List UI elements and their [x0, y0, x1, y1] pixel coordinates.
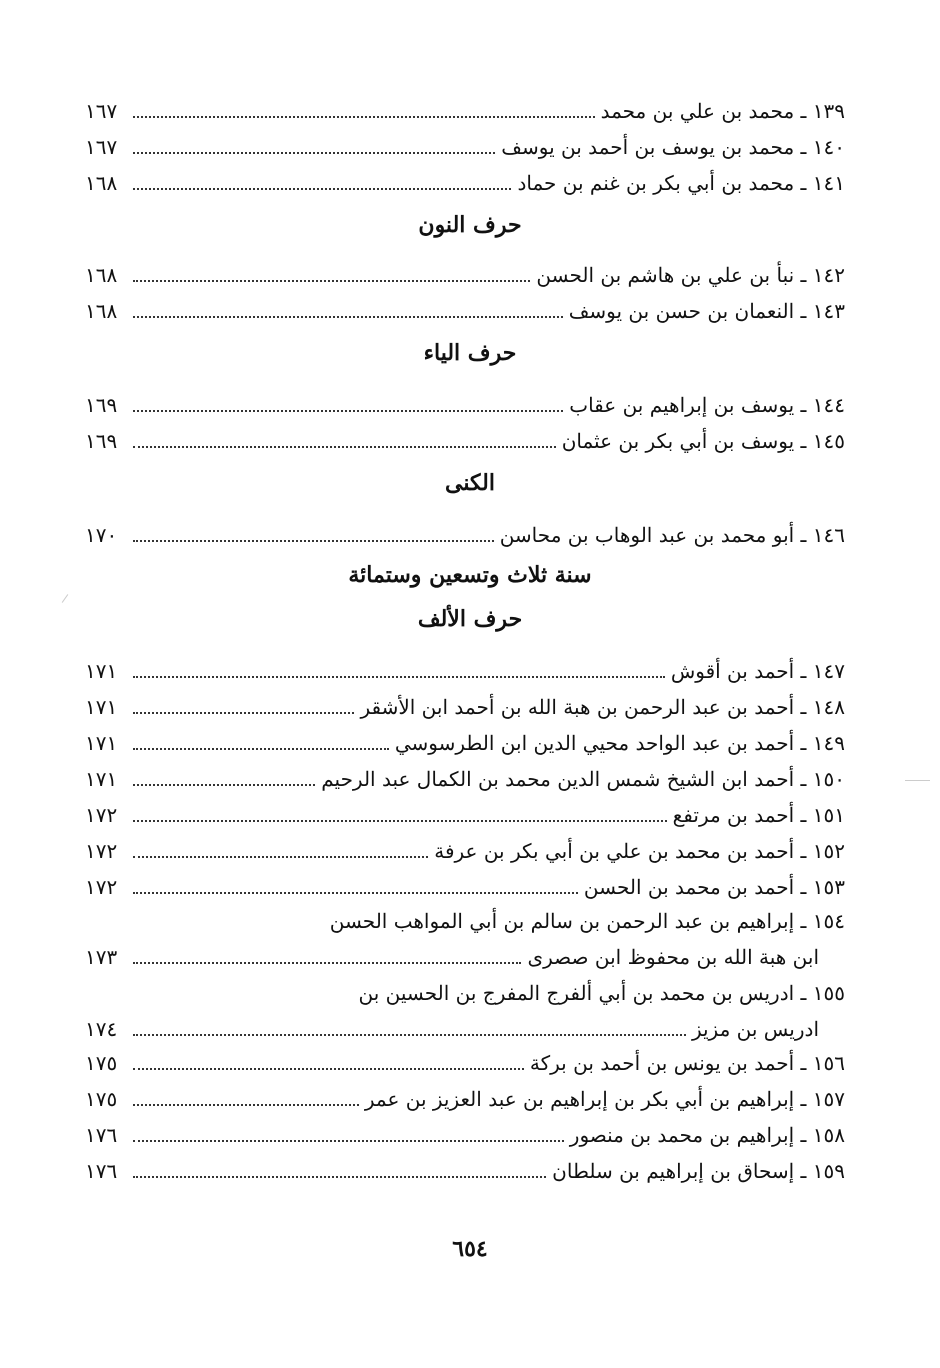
toc-entry	[85, 726, 845, 760]
entry-title: ١٤٦ ـ أبو محمد بن عبد الوهاب بن محاسن	[499, 523, 845, 547]
entry-title: ١٤٣ ـ النعمان بن حسن بن يوسف	[568, 299, 845, 323]
entry-page-number: ١٦٨	[85, 171, 118, 195]
toc-entry	[85, 1046, 845, 1080]
scan-speck	[62, 594, 69, 603]
dot-leader	[133, 446, 556, 448]
toc-entry-continuation	[85, 940, 845, 974]
entry-page-number: ١٧١	[85, 767, 118, 791]
dot-leader	[133, 676, 665, 678]
section-heading: سنة ثلاث وتسعين وستمائة	[348, 562, 592, 588]
entry-page-number: ١٦٨	[85, 299, 118, 323]
dot-leader	[133, 280, 530, 282]
entry-page-number: ١٧٥	[85, 1051, 118, 1075]
entry-page-number: ١٧١	[85, 731, 118, 755]
entry-title: ١٥٠ ـ أحمد ابن الشيخ شمس الدين محمد بن الكمال عبد الرحيم	[321, 767, 845, 791]
entry-title: ١٤٨ ـ أحمد بن عبد الرحمن بن هبة الله بن أحمد ابن الأشقر	[360, 695, 845, 719]
dot-leader	[133, 1104, 359, 1106]
toc-entry	[85, 654, 845, 688]
entry-title: ابن هبة الله بن محفوظ ابن صصرى	[527, 945, 819, 969]
entry-page-number: ١٧٥	[85, 1087, 118, 1111]
entry-page-number: ١٧٤	[85, 1017, 118, 1041]
dot-leader	[133, 1034, 686, 1036]
entry-title: ١٥٧ ـ إبراهيم بن أبي بكر بن إبراهيم بن عبد العزيز بن عمر	[364, 1087, 845, 1111]
toc-entry	[85, 294, 845, 328]
dot-leader	[133, 1068, 524, 1070]
entry-page-number: ١٧٦	[85, 1123, 118, 1147]
entry-title: ١٥٥ ـ ادريس بن محمد بن أبي ألفرج المفرج بن الحسين بن	[358, 981, 845, 1005]
entry-title: ١٥٤ ـ إبراهيم بن عبد الرحمن بن سالم بن أبي المواهب الحسن	[329, 909, 845, 933]
toc-entry	[85, 976, 845, 1010]
toc-entry	[85, 130, 845, 164]
toc-entry	[85, 690, 845, 724]
entry-page-number: ١٧٢	[85, 803, 118, 827]
dot-leader	[133, 962, 521, 964]
toc-entry	[85, 166, 845, 200]
dot-leader	[133, 892, 578, 894]
entry-title: ١٥٩ ـ إسحاق بن إبراهيم بن سلطان	[552, 1159, 845, 1183]
entry-page-number: ١٦٧	[85, 135, 118, 159]
toc-entry	[85, 258, 845, 292]
entry-title: ١٥٢ ـ أحمد بن محمد بن علي بن أبي بكر بن عرفة	[434, 839, 845, 863]
entry-title: ١٥٨ ـ إبراهيم بن محمد بن منصور	[569, 1123, 845, 1147]
entry-title: ١٤٧ ـ أحمد بن أقوش	[670, 659, 845, 683]
entry-page-number: ١٦٨	[85, 263, 118, 287]
entry-title: ١٣٩ ـ محمد بن علي بن محمد	[600, 99, 845, 123]
entry-title: ١٤١ ـ محمد بن أبي بكر بن غنم بن حماد	[517, 171, 845, 195]
dot-leader	[133, 410, 563, 412]
entry-title: ١٤٥ ـ يوسف بن أبي بكر بن عثمان	[561, 429, 845, 453]
dot-leader	[133, 784, 315, 786]
toc-entry	[85, 870, 845, 904]
dot-leader	[133, 712, 354, 714]
toc-entry	[85, 762, 845, 796]
entry-page-number: ١٧١	[85, 695, 118, 719]
dot-leader	[133, 188, 511, 190]
toc-entry	[85, 834, 845, 868]
entry-page-number: ١٧٦	[85, 1159, 118, 1183]
dot-leader	[133, 116, 595, 118]
section-heading: حرف الألف	[417, 606, 523, 632]
entry-page-number: ١٦٩	[85, 429, 118, 453]
entry-title: ادريس بن مزيز	[691, 1017, 819, 1041]
entry-title: ١٥٣ ـ أحمد بن محمد بن الحسن	[583, 875, 845, 899]
toc-entry	[85, 518, 845, 552]
page-number: ٦٥٤	[452, 1236, 488, 1262]
toc-entry	[85, 388, 845, 422]
entry-page-number: ١٧٢	[85, 839, 118, 863]
toc-entry-continuation	[85, 1012, 845, 1046]
toc-entry	[85, 424, 845, 458]
dot-leader	[133, 540, 494, 542]
entry-page-number: ١٧٠	[85, 523, 118, 547]
toc-entry	[85, 798, 845, 832]
dot-leader	[133, 316, 563, 318]
toc-entry	[85, 904, 845, 938]
dot-leader	[133, 856, 428, 858]
dot-leader	[133, 748, 389, 750]
entry-page-number: ١٧١	[85, 659, 118, 683]
entry-page-number: ١٦٧	[85, 99, 118, 123]
entry-page-number: ١٧٣	[85, 945, 118, 969]
entry-title: ١٥١ ـ أحمد بن مرتفع	[672, 803, 845, 827]
dot-leader	[133, 1176, 546, 1178]
toc-entry	[85, 1082, 845, 1116]
entry-page-number: ١٧٢	[85, 875, 118, 899]
toc-entry	[85, 94, 845, 128]
dot-leader	[133, 1140, 564, 1142]
section-heading: حرف النون	[418, 212, 522, 238]
dot-leader	[133, 152, 495, 154]
section-heading: حرف الياء	[423, 340, 517, 366]
entry-title: ١٤٠ ـ محمد بن يوسف بن أحمد بن يوسف	[501, 135, 845, 159]
scan-speck	[905, 780, 930, 781]
entry-title: ١٤٢ ـ نبأ بن علي بن هاشم بن الحسن	[536, 263, 845, 287]
entry-title: ١٤٩ ـ أحمد بن عبد الواحد محيي الدين ابن الطرسوسي	[394, 731, 845, 755]
section-heading: الكنى	[445, 470, 495, 496]
entry-page-number: ١٦٩	[85, 393, 118, 417]
toc-entry	[85, 1154, 845, 1188]
entry-title: ١٥٦ ـ أحمد بن يونس بن أحمد بن بركة	[529, 1051, 845, 1075]
toc-entry	[85, 1118, 845, 1152]
entry-title: ١٤٤ ـ يوسف بن إبراهيم بن عقاب	[569, 393, 845, 417]
dot-leader	[133, 820, 667, 822]
